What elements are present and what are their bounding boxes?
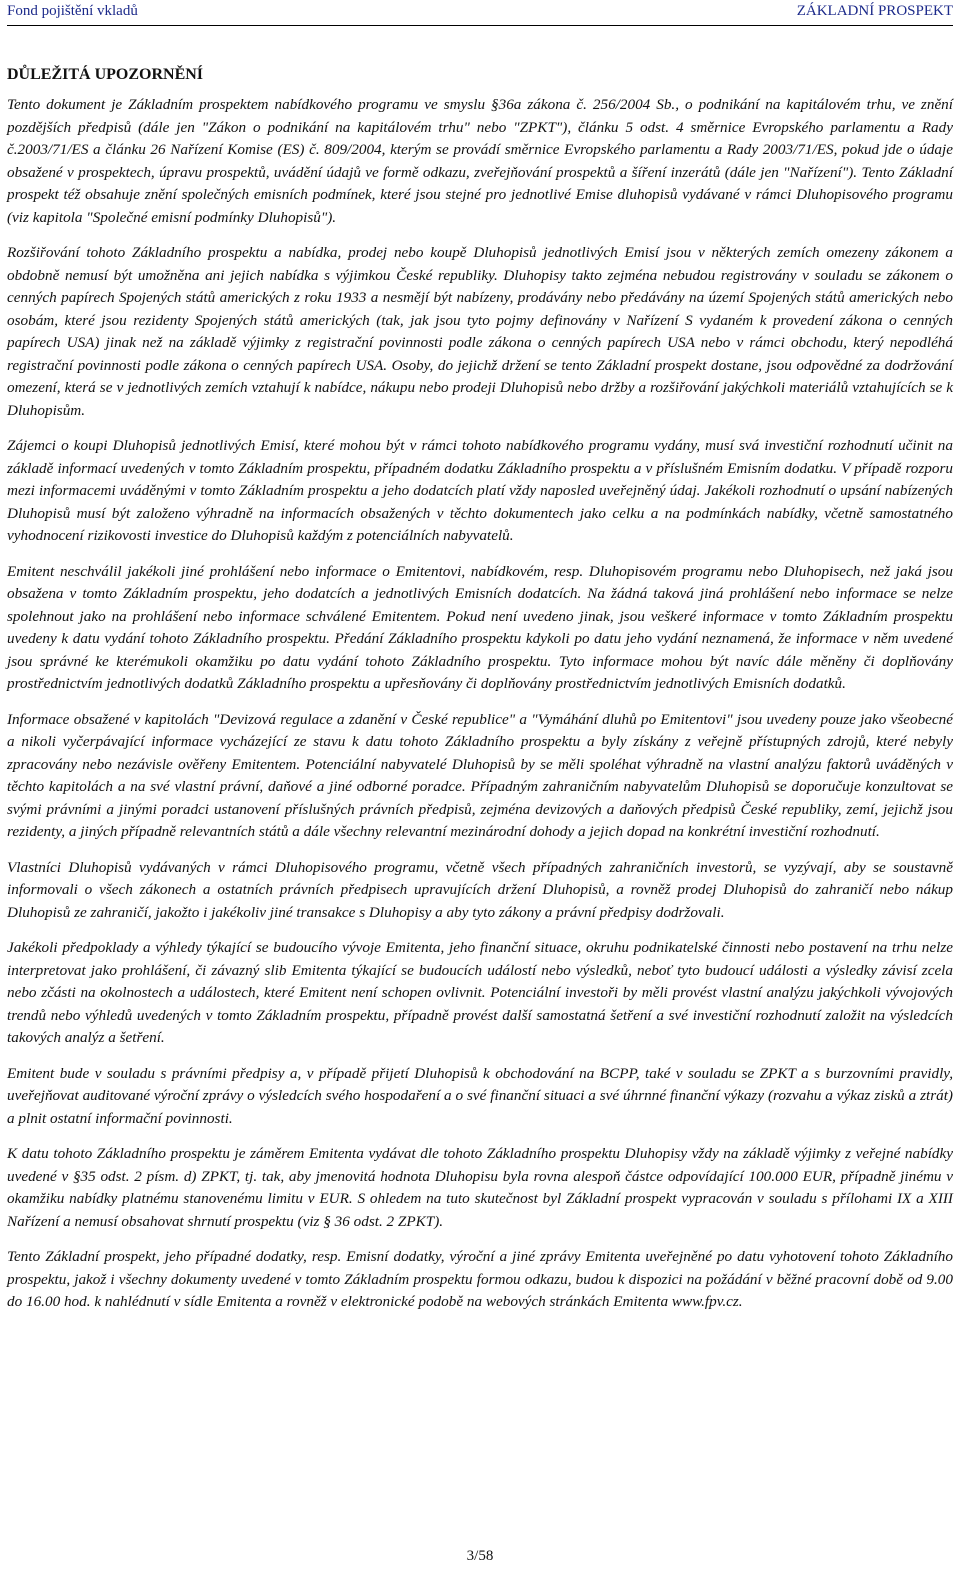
paragraph-intro: Tento dokument je Základním prospektem nabídkového programu ve smyslu §36a zákona č. 256/2004 Sb., o podnikání na kapitálovém trhu, ve znění pozdějších předpisů (dále jen "Zákon o podnikání na kapitálovém trhu" nebo "ZPKT"), článku 5 odst. 4 směrnice Evropského parlamentu a Rady č.2003/71/ES a článku 26 Nařízení Komise (ES) č. 809/2004, kterým se provádí směrnice Evropského parlamentu a Rady 2003/71/ES, pokud jde o údaje obsažené v prospektech, úpravu prospektů, uvádění údajů ve formě odkazu, zveřejňování prospektů a šíření inzerátů (dále jen "Nařízení"). Tento Základní prospekt též obsahuje znění společných emisních podmínek, které jsou stejné pro jednotlivé Emise dluhopisů vydávané v rámci Dluhopisového programu (viz kapitola "Společné emisní podmínky Dluhopisů"). <box>7 96 953 226</box>
page-number: 3/58 <box>466 1548 494 1564</box>
paragraph-holders-notice: Vlastníci Dluhopisů vydávaných v rámci Dluhopisového programu, včetně všech případných zahraničních investorů, se vyzývají, aby se soustavně informovali o všech zákonech a ostatních právních předpisech upravujících držení Dluhopisů, a rovněž prodej Dluhopisů do zahraničí nebo nákup Dluhopisů ze zahraničí, jakožto i jakékoliv jiné transakce s Dluhopisy a aby tyto zákony a právní předpisy dodržovali. <box>7 858 953 921</box>
header-rule <box>7 25 953 26</box>
paragraph-exemption: K datu tohoto Základního prospektu je záměrem Emitenta vydávat dle tohoto Základního prospektu Dluhopisy vždy na základě výjimky z veřejné nabídky uvedené v §35 odst. 2 písm. d) ZPKT, tj. tak, aby jmenovitá hodnota Dluhopisu byla rovna alespoň částce odpovídající 100.000 EUR, případně jinému v okamžiku nabídky platnému stanovenému limitu v EUR. S ohledem na tuto skutečnost byl Základní prospekt vypracován v souladu s přílohami IX a XIII Nařízení a nemusí obsahovat shrnutí prospektu (viz § 36 odst. 2 ZPKT). <box>7 1145 953 1230</box>
paragraph-forward-looking: Jakékoli předpoklady a výhledy týkající se budoucího vývoje Emitenta, jeho finanční situace, okruhu podnikatelské činnosti nebo postavení na trhu nelze interpretovat jako prohlášení, či závazný slib Emitenta týkající se budoucích událostí nebo výsledků, neboť tyto budoucí události a výsledky závisí zcela nebo zčásti na okolnostech a událostech, které Emitent není schopen ovlivnit. Potenciální investoři by měli provést vlastní analýzu jakýchkoli vývojových trendů nebo výhledů uvedených v tomto Základním prospektu, případně provést další samostatná šetření a své investiční rozhodnutí založit na výsledcích takových analýz a šetření. <box>7 939 953 1046</box>
paragraph-reporting: Emitent bude v souladu s právními předpisy a, v případě přijetí Dluhopisů k obchodování na BCPP, také v souladu se ZPKT a s burzovními pravidly, uveřejňovat auditované výroční zprávy o výsledcích svého hospodaření a o své finanční situaci a své úhrnné finanční výkazy (rozvahu a výkaz zisků a ztrát) a plnit ostatní informační povinnosti. <box>7 1064 953 1127</box>
page-header <box>7 0 953 30</box>
document-body <box>7 64 953 1327</box>
paragraph-issuer-statements: Emitent neschválil jakékoli jiné prohlášení nebo informace o Emitentovi, nabídkovém, resp. Dluhopisovém programu nebo Dluhopisech, než jaká jsou obsažena v tomto Základním prospektu, jeho dodatcích a jednotlivých Emisních dodatcích. Na žádná taková jiná prohlášení nebo informace se nelze spolehnout jako na prohlášení nebo informace schválené Emitentem. Pokud není uvedeno jinak, jsou veškeré informace v tomto Základním prospektu uvedeny k datu vydání tohoto Základního prospektu. Předání Základního prospektu kdykoli po datu jeho vydání neznamená, že informace v něm uvedené jsou správné ke kterémukoli okamžiku po datu vydání tohoto Základního prospektu. Tyto informace mohou být navíc dále měněny či doplňovány prostřednictvím jednotlivých dodatků Základního prospektu a upřesňovány či doplňovány prostřednictvím jednotlivých Emisních dodatků. <box>7 562 953 692</box>
paragraph-tax-info: Informace obsažené v kapitolách "Devizová regulace a zdanění v České republice" a "Vymáhání dluhů po Emitentovi" jsou uvedeny pouze jako všeobecné a nikoli vyčerpávající informace vycházející ze stavu k datu tohoto Základního prospektu a byly získány z veřejně přístupných zdrojů, které nebyly zpracovány nebo nezávisle ověřeny Emitentem. Potenciální nabyvatelé Dluhopisů by se měli spoléhat výhradně na vlastní analýzu faktorů uváděných v těchto kapitolách a na své vlastní právní, daňové a jiné odborné poradce. Případným zahraničním nabyvatelům Dluhopisů se doporučuje konzultovat se svými právními a jinými poradci ustanovení příslušných právních předpisů, zejména devizových a daňových předpisů České republiky, zemí, jejichž jsou rezidenty, a jiných případně relevantních států a dále všechny relevantní mezinárodní dohody a jejich dopad na konkrétní investiční rozhodnutí. <box>7 710 953 840</box>
paragraph-distribution-restrictions: Rozšiřování tohoto Základního prospektu a nabídka, prodej nebo koupě Dluhopisů jednotlivých Emisí jsou v některých zemích omezeny zákonem a obdobně nemusí být umožněna ani jejich nabídka s výjimkou České republiky. Dluhopisy takto zejména nebudou registrovány v souladu se zákonem o cenných papírech Spojených států amerických z roku 1933 a nesmějí být nabízeny, prodávány nebo předávány na území Spojených států amerických nebo osobám, které jsou rezidenty Spojených států amerických (tak, jak jsou tyto pojmy definovány v Nařízení S vydaném k provedení zákona o cenných papírech USA) jinak než na základě výjimky z registrační povinnosti podle zákona o cenných papírech USA nebo v rámci obchodu, který nepodléhá registrační povinnosti podle zákona o cenných papírech USA. Osoby, do jejichž držení se tento Základní prospekt dostane, jsou odpovědné za dodržování omezení, která se v jednotlivých zemích vztahují k nabídce, nákupu nebo prodeji Dluhopisů nebo držby a rozšiřování jakýchkoli materiálů vztahujících se k Dluhopisům. <box>7 244 953 419</box>
paragraph-availability: Tento Základní prospekt, jeho případné dodatky, resp. Emisní dodatky, výroční a jiné zprávy Emitenta uveřejněné po datu vyhotovení tohoto Základního prospektu, jakož i všechny dokumenty uvedené v tomto Základním prospektu formou odkazu, budou k dispozici na požádání v běžné pracovní době od 9.00 do 16.00 hod. k nahlédnutí v sídle Emitenta a rovněž v elektronické podobě na webových stránkách Emitenta www.fpv.cz. <box>7 1248 953 1310</box>
paragraph-investment-decisions: Zájemci o koupi Dluhopisů jednotlivých Emisí, které mohou být v rámci tohoto nabídkového programu vydány, musí svá investiční rozhodnutí učinit na základě informací uvedených v tomto Základním prospektu, případném dodatku Základního prospektu a v příslušném Emisním dodatku. V případě rozporu mezi informacemi uváděnými v tomto Základním prospektu a jeho dodatcích platí vždy naposled uveřejněný údaj. Jakékoli rozhodnutí o upsání nabízených Dluhopisů musí být založeno výhradně na informacích obsažených v těchto dokumentech jako celku a na podmínkách nabídky, včetně samostatného vyhodnocení rizikovosti investice do Dluhopisů každým z potenciálních nabyvatelů. <box>7 437 953 544</box>
header-right-title: ZÁKLADNÍ PROSPEKT <box>796 3 953 19</box>
section-heading: DŮLEŽITÁ UPOZORNĚNÍ <box>7 66 204 83</box>
header-left-title: Fond pojištění vkladů <box>7 3 138 19</box>
